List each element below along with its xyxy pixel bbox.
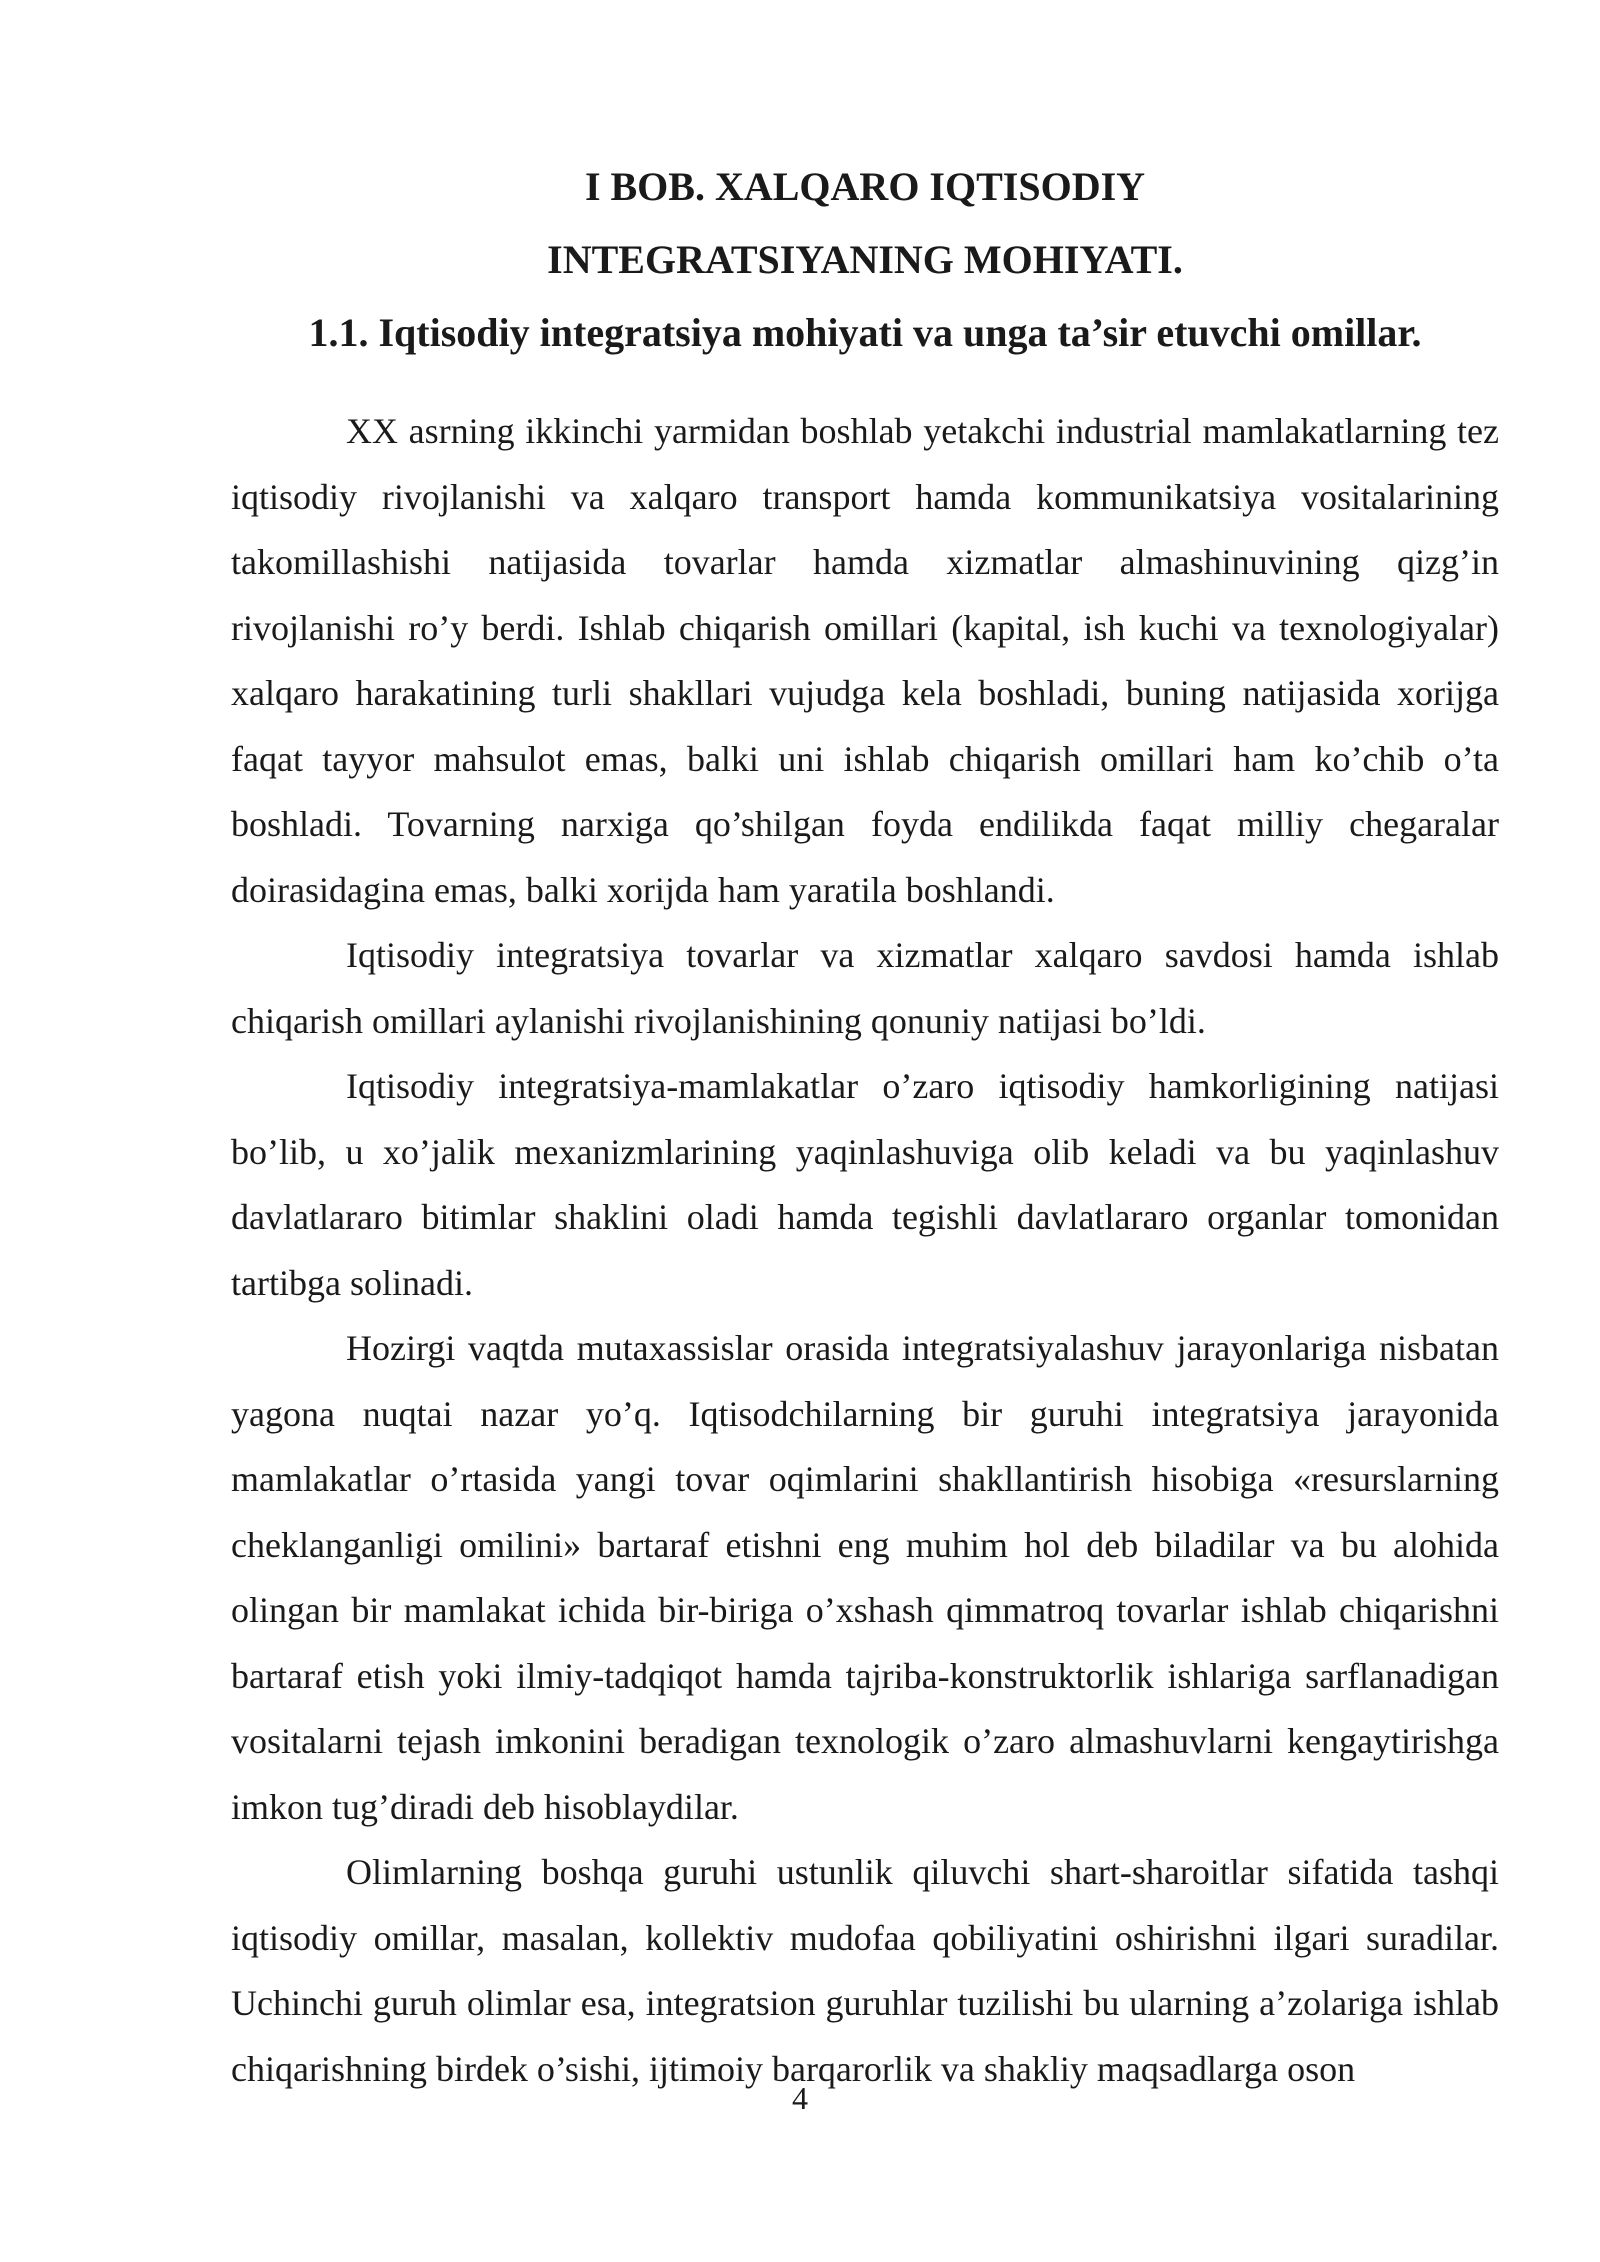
page-number: 4 [792,2080,808,2116]
chapter-title-line2: INTEGRATSIYANING MOHIYATI. [547,237,1183,282]
document-body [231,399,1499,2102]
paragraph-1: XX asrning ikkinchi yarmidan boshlab yetakchi industrial mamlakatlarning tez iqtisodiy rivojlanishi va xalqaro transport hamda kommunikatsiya vositalarining takomillashishi natijasida tovarlar hamda xizmatlar almashinuvining qizg’in rivojlanishi ro’y berdi. Ishlab chiqarish omillari (kapital, ish kuchi va texnologiyalar) xalqaro harakatining turli shakllari vujudga kela boshladi, buning natijasida xorijga faqat tayyor mahsulot emas, balki uni ishlab chiqarish omillari ham ko’chib o’ta boshladi. Tovarning narxiga qo’shilgan foyda endilikda faqat milliy chegaralar doirasidagina emas, balki xorijda ham yaratila boshlandi. [231,411,1499,910]
chapter-title-line1: I BOB. XALQARO IQTISODIY [584,164,1146,209]
section-title: 1.1. Iqtisodiy integratsiya mohiyati va unga ta’sir etuvchi omillar. [308,310,1422,355]
paragraph-4: Hozirgi vaqtda mutaxassislar orasida integratsiyalashuv jarayonlariga nisbatan yagona nuqtai nazar yo’q. Iqtisodchilarning bir guruhi integratsiya jarayonida mamlakatlar o’rtasida yangi tovar oqimlarini shakllantirish hisobiga «resurslarning cheklanganligi omilini» bartaraf etishni eng muhim hol deb biladilar va bu alohida olingan bir mamlakat ichida bir-biriga o’xshash qimmatroq tovarlar ishlab chiqarishni bartaraf etish yoki ilmiy-tadqiqot hamda tajriba-konstruktorlik ishlariga sarflanadigan vositalarni tejash imkonini beradigan texnologik o’zaro almashuvlarni kengaytirishga imkon tug’diradi deb hisoblaydilar. [231,1328,1499,1827]
document-page [231,150,1499,2102]
paragraph-2: Iqtisodiy integratsiya tovarlar va xizmatlar xalqaro savdosi hamda ishlab chiqarish omillari aylanishi rivojlanishining qonuniy natijasi bo’ldi. [231,935,1499,1041]
paragraph-3: Iqtisodiy integratsiya-mamlakatlar o’zaro iqtisodiy hamkorligining natijasi bo’lib, u xo’jalik mexanizmlarining yaqinlashuviga olib keladi va bu yaqinlashuv davlatlararo bitimlar shaklini oladi hamda tegishli davlatlararo organlar tomonidan tartibga solinadi. [231,1066,1499,1303]
paragraph-5: Olimlarning boshqa guruhi ustunlik qiluvchi shart-sharoitlar sifatida tashqi iqtisodiy omillar, masalan, kollektiv mudofaa qobiliyatini oshirishni ilgari suradilar. Uchinchi guruh olimlar esa, integratsion guruhlar tuzilishi bu ularning a’zolariga ishlab chiqarishning birdek o’sishi, ijtimoiy barqarorlik va shakliy maqsadlarga oson [231,1852,1499,2089]
